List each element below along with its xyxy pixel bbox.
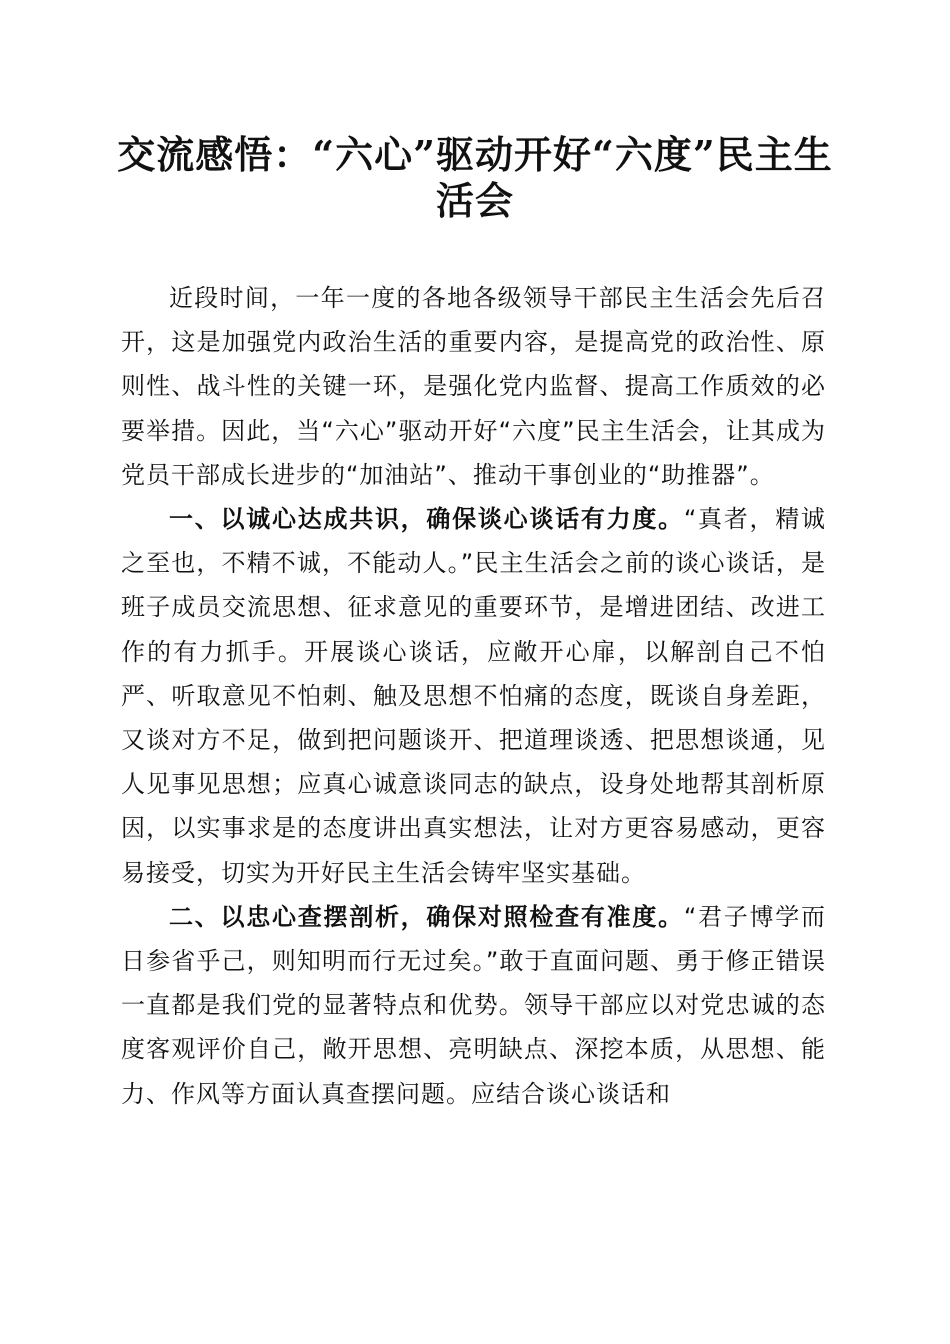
document-title: 交流感悟：“六心”驱动开好“六度”民主生活会 [117,132,833,223]
paragraph-intro [121,276,826,497]
section-heading: 二、以忠心查摆剖析，确保对照检查有准度。 [169,902,684,931]
paragraph-text: 近段时间，一年一度的各地各级领导干部民主生活会先后召开，这是加强党内政治生活的重要内容，是提高党的政治性、原则性、战斗性的关键一环，是强化党内监督、提高工作质效的必要举措。因此，当“六心”驱动开好“六度”民主生活会，让其成为党员干部成长进步的“加油站”、推动干事创业的“助推器”。 [121,284,826,489]
paragraph-section-1 [121,497,826,895]
paragraph-text: “真者，精诚之至也，不精不诚，不能动人。”民主生活会之前的谈心谈话，是班子成员交流思想、征求意见的重要环节，是增进团结、改进工作的有力抓手。开展谈心谈话，应敞开心扉，以解剖自己不怕严、听取意见不怕刺、触及思想不怕痛的态度，既谈自身差距，又谈对方不足，做到把问题谈开、把道理谈透、把思想谈通，见人见事见思想；应真心诚意谈同志的缺点，设身处地帮其剖析原因，以实事求是的态度讲出真实想法，让对方更容易感动，更容易接受，切实为开好民主生活会铸牢坚实基础。 [121,505,827,887]
paragraph-text: “君子博学而日参省乎己，则知明而行无过矣。”敢于直面问题、勇于修正错误一直都是我们党的显著特点和优势。领导干部应以对党忠诚的态度客观评价自己，敞开思想、亮明缺点、深挖本质，从思想、能力、作风等方面认真查摆问题。应结合谈心谈话和 [121,902,827,1108]
paragraph-section-2 [121,895,826,1116]
section-heading: 一、以诚心达成共识，确保谈心谈话有力度。 [169,505,684,534]
document-body [121,276,826,1116]
